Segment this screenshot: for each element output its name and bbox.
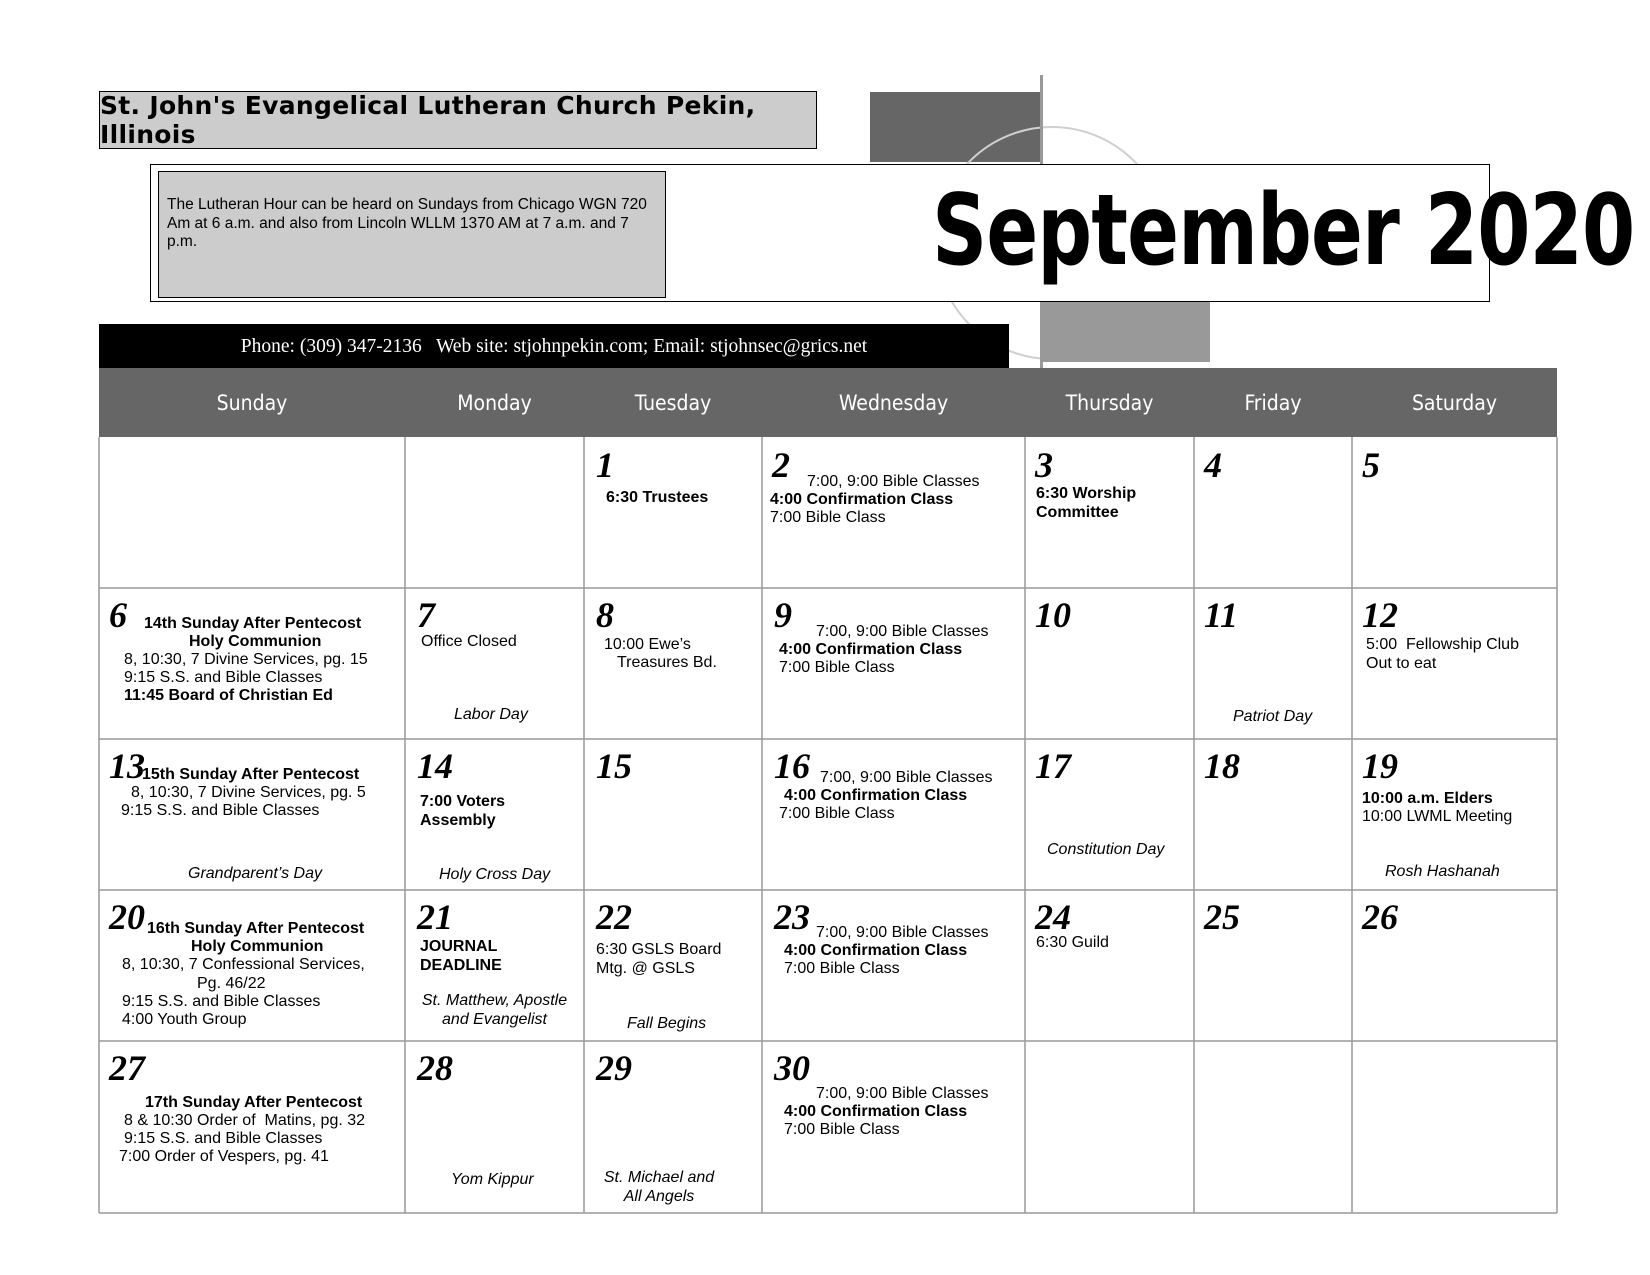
day-cell-5: [1352, 437, 1557, 588]
event: 7:00, 9:00 Bible Classes: [816, 1085, 989, 1102]
event: 8, 10:30, 7 Confessional Services,: [122, 956, 365, 973]
day-number: 5: [1362, 445, 1380, 485]
event: Pg. 46/22: [197, 975, 266, 992]
day-cell-26: [1352, 890, 1557, 1041]
event: 10:00 a.m. Elders: [1362, 790, 1493, 807]
day-cell-30: [762, 1041, 1025, 1213]
day-cell-3: [1025, 437, 1194, 588]
day-number: 15: [596, 746, 632, 786]
day-cell-15: [584, 739, 762, 890]
day-cell-18: [1194, 739, 1352, 890]
day-number: 16: [774, 746, 810, 786]
day-number: 23: [774, 897, 810, 937]
day-cell-1: [584, 437, 762, 588]
event: 7:00, 9:00 Bible Classes: [816, 924, 989, 941]
day-number: 6: [109, 595, 127, 635]
day-cell-20: [99, 890, 405, 1041]
event: 7:00, 9:00 Bible Classes: [816, 623, 989, 640]
day-number: 8: [596, 595, 614, 635]
weekday-friday: Friday: [1244, 390, 1302, 415]
event: 7:00 Bible Class: [779, 805, 895, 822]
day-number: 28: [417, 1048, 453, 1088]
event: 7:00 Voters Assembly: [420, 793, 506, 829]
day-cell-4: [1194, 437, 1352, 588]
observance-note: Constitution Day: [1047, 841, 1165, 858]
event: 15th Sunday After Pentecost: [142, 766, 360, 783]
contact-text: Phone: (309) 347-2136 Web site: stjohnpekin.com; Email: stjohnsec@grics.net: [240, 335, 868, 357]
day-number: 27: [109, 1048, 145, 1088]
event: Holy Communion: [189, 633, 322, 650]
day-cell-13: [99, 739, 405, 890]
day-cell-6: [99, 588, 405, 739]
church-name: St. John's Evangelical Lutheran Church Pekin, Illinois: [100, 91, 756, 149]
day-number: 26: [1362, 897, 1398, 937]
event: 5:00 Fellowship Club Out to eat: [1366, 636, 1519, 672]
day-number: 4: [1204, 445, 1222, 485]
observance-note: St. Michael and All Angels: [603, 1169, 715, 1205]
day-number: 1: [596, 445, 614, 485]
day-cell-27: [99, 1041, 405, 1213]
day-number: 24: [1035, 897, 1071, 937]
event: 8 & 10:30 Order of Matins, pg. 32: [124, 1112, 366, 1129]
event: 7:00, 9:00 Bible Classes: [807, 473, 980, 490]
day-cell-blank: [405, 437, 584, 588]
day-cell-28: [405, 1041, 584, 1213]
day-cell-25: [1194, 890, 1352, 1041]
event: 4:00 Youth Group: [122, 1011, 247, 1028]
event: 4:00 Confirmation Class: [779, 641, 963, 658]
day-cell-14: [405, 739, 584, 890]
event: 10:00 Ewe’s: [604, 636, 691, 653]
event: 7:00 Bible Class: [779, 659, 895, 676]
day-cell-29: [584, 1041, 762, 1213]
month-title: September 2020: [931, 174, 1634, 288]
event: 10:00 LWML Meeting: [1362, 808, 1513, 825]
event: 7:00, 9:00 Bible Classes: [820, 769, 993, 786]
event: 7:00 Bible Class: [784, 1121, 900, 1138]
event: 4:00 Confirmation Class: [784, 942, 968, 959]
day-number: 19: [1362, 746, 1398, 786]
day-cell-17: [1025, 739, 1194, 890]
event: 8, 10:30, 7 Divine Services, pg. 15: [124, 651, 368, 668]
event: 11:45 Board of Christian Ed: [124, 687, 333, 704]
day-number: 29: [596, 1048, 632, 1088]
day-cell-22: [584, 890, 762, 1041]
day-cell-blank: [1194, 1041, 1352, 1213]
event: 4:00 Confirmation Class: [784, 787, 968, 804]
event: Holy Communion: [191, 938, 324, 955]
event: 8, 10:30, 7 Divine Services, pg. 5: [131, 784, 366, 801]
event: 9:15 S.S. and Bible Classes: [124, 669, 323, 686]
day-number: 17: [1035, 746, 1071, 786]
weekday-monday: Monday: [457, 390, 532, 415]
day-cell-24: [1025, 890, 1194, 1041]
day-number: 18: [1204, 746, 1240, 786]
day-cell-10: [1025, 588, 1194, 739]
event: 16th Sunday After Pentecost: [147, 920, 365, 937]
day-cell-blank: [99, 437, 405, 588]
observance-note: Holy Cross Day: [439, 866, 551, 883]
event: 6:30 Worship Committee: [1036, 485, 1137, 521]
day-number: 7: [417, 595, 435, 635]
day-number: 2: [772, 445, 790, 485]
day-cell-2: [762, 437, 1025, 588]
day-number: 20: [109, 897, 145, 937]
day-cell-21: [405, 890, 584, 1041]
day-cell-blank: [1352, 1041, 1557, 1213]
day-cell-11: [1194, 588, 1352, 739]
event: 4:00 Confirmation Class: [770, 491, 954, 508]
observance-note: Yom Kippur: [451, 1171, 534, 1188]
observance-note: Fall Begins: [627, 1015, 707, 1032]
event: 17th Sunday After Pentecost: [145, 1094, 363, 1111]
observance-note: Rosh Hashanah: [1385, 863, 1500, 880]
weekday-wednesday: Wednesday: [838, 390, 949, 415]
day-number: 14: [417, 746, 453, 786]
day-number: 3: [1035, 445, 1053, 485]
day-cell-blank: [1025, 1041, 1194, 1213]
day-number: 11: [1204, 595, 1239, 635]
weekday-saturday: Saturday: [1411, 390, 1498, 415]
weekday-thursday: Thursday: [1065, 390, 1154, 415]
event: JOURNAL DEADLINE: [420, 938, 502, 974]
day-number: 9: [774, 595, 792, 635]
day-number: 22: [596, 897, 632, 937]
event: 6:30 GSLS Board Mtg. @ GSLS: [596, 941, 722, 977]
event: 7:00 Bible Class: [784, 960, 900, 977]
event: 7:00 Order of Vespers, pg. 41: [119, 1148, 329, 1165]
day-cell-16: [762, 739, 1025, 890]
day-cell-7: [405, 588, 584, 739]
event: Treasures Bd.: [617, 654, 717, 671]
event: 9:15 S.S. and Bible Classes: [122, 993, 321, 1010]
day-number: 13: [109, 746, 145, 786]
day-number: 25: [1204, 897, 1240, 937]
day-cell-12: [1352, 588, 1557, 739]
day-cell-23: [762, 890, 1025, 1041]
weekday-sunday: Sunday: [216, 390, 288, 415]
weekday-tuesday: Tuesday: [634, 390, 712, 415]
day-cell-8: [584, 588, 762, 739]
event: 9:15 S.S. and Bible Classes: [124, 1130, 323, 1147]
day-cell-19: [1352, 739, 1557, 890]
event: 6:30 Guild: [1036, 934, 1109, 951]
event: 14th Sunday After Pentecost: [144, 615, 362, 632]
day-number: 12: [1362, 595, 1398, 635]
event: 4:00 Confirmation Class: [784, 1103, 968, 1120]
day-number: 30: [774, 1048, 810, 1088]
observance-note: Patriot Day: [1233, 708, 1313, 725]
observance-note: St. Matthew, Apostle and Evangelist: [421, 992, 568, 1028]
event: 9:15 S.S. and Bible Classes: [121, 802, 320, 819]
day-number: 21: [417, 897, 453, 937]
day-cell-9: [762, 588, 1025, 739]
event: 6:30 Trustees: [606, 489, 709, 506]
observance-note: Labor Day: [454, 706, 528, 723]
day-number: 10: [1035, 595, 1071, 635]
event: 7:00 Bible Class: [770, 509, 886, 526]
event: Office Closed: [421, 633, 517, 650]
observance-note: Grandparent’s Day: [188, 865, 322, 882]
notice-text: The Lutheran Hour can be heard on Sundays from Chicago WGN 720 Am at 6 a.m. and also from Lincoln WLLM 1370 AM at 7 a.m. and 7 p.m.: [167, 196, 647, 250]
